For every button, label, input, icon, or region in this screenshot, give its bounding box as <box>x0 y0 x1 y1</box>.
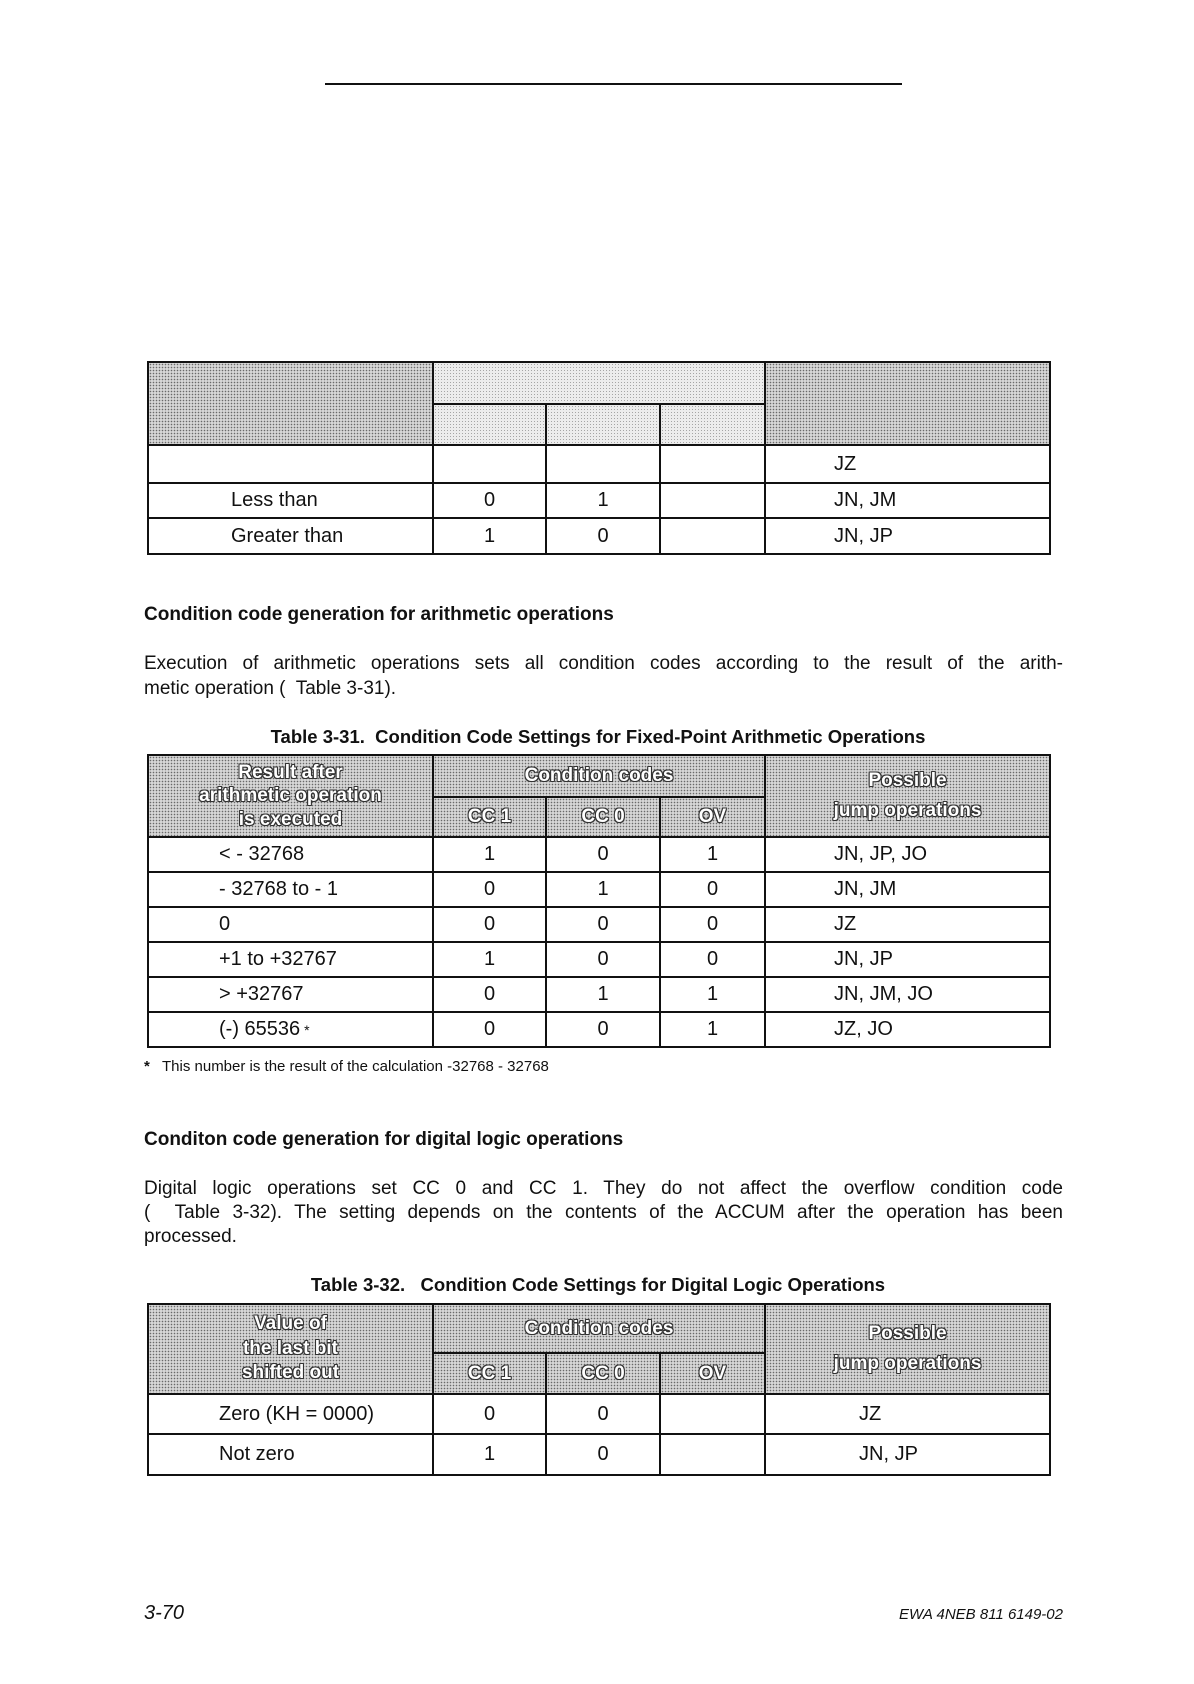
cell-jumps: JZ <box>765 907 1050 942</box>
table-row <box>148 872 1050 907</box>
header-line: the last bit <box>242 1337 338 1359</box>
header-cell-result <box>148 755 433 837</box>
paragraph-line: metic operation ( Table 3-31). <box>144 678 397 699</box>
cell-cc1 <box>433 445 546 483</box>
cell-ov: 1 <box>660 1012 765 1047</box>
footnote-mark: * <box>144 1058 150 1075</box>
cell-result-text: (-) 65536 <box>219 1018 301 1040</box>
cell-value: Not zero <box>148 1434 433 1475</box>
table-row <box>148 837 1050 872</box>
header-label: CC 0 <box>581 806 625 827</box>
paragraph-arithmetic <box>144 651 1063 701</box>
cell-ov <box>660 1394 765 1434</box>
cell-cc1: 0 <box>433 1394 546 1434</box>
table-row <box>148 518 1050 554</box>
paragraph-line: Digital logic operations set CC 0 and CC 1. They do not affect the overflow condition code <box>144 1178 1063 1199</box>
cell-ov <box>660 1434 765 1475</box>
header-cell-cc0 <box>546 797 660 837</box>
cell-cc1: 1 <box>433 837 546 872</box>
cell-jumps: JN, JM <box>765 483 1050 518</box>
cell-jumps: JN, JP, JO <box>765 837 1050 872</box>
cell-result: Greater than <box>148 518 433 554</box>
cell-result: > +32767 <box>148 977 433 1012</box>
cell-ov <box>660 518 765 554</box>
header-rule <box>325 83 902 85</box>
footnote <box>144 1058 549 1076</box>
table-caption-3-32: Table 3-32. Condition Code Settings for Digital Logic Operations <box>310 1274 886 1295</box>
cell-cc0: 0 <box>546 1434 660 1475</box>
header-cell-cc0 <box>546 404 660 445</box>
cell-cc1: 0 <box>433 907 546 942</box>
paragraph-line: processed. <box>144 1226 237 1247</box>
header-cell-cc0 <box>546 1353 660 1394</box>
cell-cc1: 1 <box>433 942 546 977</box>
table-row <box>148 1394 1050 1434</box>
header-cell-condition-codes <box>433 362 765 404</box>
cell-cc0: 0 <box>546 837 660 872</box>
cell-result: Less than <box>148 483 433 518</box>
cell-cc0: 0 <box>546 1394 660 1434</box>
header-cell-ov <box>660 797 765 837</box>
continued-table <box>147 361 1051 555</box>
table-row <box>148 483 1050 518</box>
header-cell-ov <box>660 404 765 445</box>
cell-cc0: 0 <box>546 1012 660 1047</box>
document-id: EWA 4NEB 811 6149-02 <box>899 1606 1063 1623</box>
header-cell-condition-codes <box>433 1304 765 1353</box>
header-label: CC 1 <box>467 1362 512 1384</box>
header-line: arithmetic operation <box>199 785 382 807</box>
cell-result: < - 32768 <box>148 837 433 872</box>
cell-jumps: JZ <box>765 445 1050 483</box>
table-row <box>148 942 1050 977</box>
header-label: Condition codes <box>524 765 674 786</box>
header-line: jump operations <box>833 1353 982 1374</box>
header-cell-jumps <box>765 755 1050 837</box>
header-cell-first <box>148 362 433 445</box>
header-line: is executed <box>238 808 343 830</box>
header-label: CC 1 <box>467 806 512 827</box>
cell-cc1: 1 <box>433 518 546 554</box>
cell-jumps: JZ <box>765 1394 1050 1434</box>
cell-cc1: 0 <box>433 872 546 907</box>
header-line: Result after <box>238 761 343 783</box>
cell-ov: 0 <box>660 907 765 942</box>
paragraph-line: Execution of arithmetic operations sets all condition codes according to the result of the arith- <box>144 653 1063 674</box>
header-line: Possible <box>868 770 947 791</box>
cell-ov: 1 <box>660 837 765 872</box>
table-row <box>148 977 1050 1012</box>
header-label: Condition codes <box>524 1317 674 1339</box>
cell-value: Zero (KH = 0000) <box>148 1394 433 1434</box>
header-cell-cc1 <box>433 797 546 837</box>
cell-cc0: 0 <box>546 518 660 554</box>
cell-jumps: JN, JM <box>765 872 1050 907</box>
table-3-32 <box>147 1303 1051 1476</box>
header-line: shifted out <box>241 1362 340 1384</box>
cell-cc0: 1 <box>546 483 660 518</box>
cell-cc1: 1 <box>433 1434 546 1475</box>
header-label: CC 0 <box>581 1362 625 1384</box>
header-cell-value <box>148 1304 433 1394</box>
header-line: jump operations <box>833 800 982 821</box>
cell-ov <box>660 445 765 483</box>
cell-ov: 0 <box>660 872 765 907</box>
paragraph-digital-logic <box>144 1177 1063 1249</box>
section-heading-arithmetic: Condition code generation for arithmetic operations <box>144 604 614 625</box>
cell-cc0: 0 <box>546 907 660 942</box>
cell-cc0 <box>546 445 660 483</box>
cell-cc1: 0 <box>433 483 546 518</box>
cell-jumps: JN, JM, JO <box>765 977 1050 1012</box>
cell-cc1: 0 <box>433 1012 546 1047</box>
cell-result <box>148 1012 433 1047</box>
table-3-31 <box>147 754 1051 1048</box>
header-label: OV <box>698 1362 727 1384</box>
cell-result: +1 to +32767 <box>148 942 433 977</box>
header-cell-cc1 <box>433 404 546 445</box>
cell-ov <box>660 483 765 518</box>
cell-jumps: JZ, JO <box>765 1012 1050 1047</box>
cell-cc0: 1 <box>546 872 660 907</box>
cell-cc0: 0 <box>546 942 660 977</box>
cell-ov: 0 <box>660 942 765 977</box>
header-cell-jumps <box>765 1304 1050 1394</box>
table-caption-3-31: Table 3-31. Condition Code Settings for Fixed-Point Arithmetic Operations <box>270 726 926 747</box>
cell-ov: 1 <box>660 977 765 1012</box>
header-line: Value of <box>254 1313 327 1335</box>
section-heading-digital-logic: Conditon code generation for digital logic operations <box>144 1129 624 1150</box>
table-row <box>148 907 1050 942</box>
table-row <box>148 445 1050 483</box>
header-label: OV <box>698 806 727 827</box>
cell-cc0: 1 <box>546 977 660 1012</box>
table-row <box>148 1012 1050 1047</box>
cell-result: - 32768 to - 1 <box>148 872 433 907</box>
table-row <box>148 1434 1050 1475</box>
cell-result <box>148 445 433 483</box>
header-cell-cc1 <box>433 1353 546 1394</box>
header-cell-jumps <box>765 362 1050 445</box>
cell-cc1: 0 <box>433 977 546 1012</box>
paragraph-line: ( Table 3-32). The setting depends on the contents of the ACCUM after the operation has been <box>144 1202 1063 1223</box>
header-cell-condition-codes <box>433 755 765 797</box>
header-cell-ov <box>660 1353 765 1394</box>
header-line: Possible <box>868 1323 947 1344</box>
page-number: 3-70 <box>144 1602 185 1624</box>
footnote-text: This number is the result of the calculation -32768 - 32768 <box>162 1058 549 1075</box>
footnote-marker: * <box>304 1022 310 1038</box>
cell-result: 0 <box>148 907 433 942</box>
cell-jumps: JN, JP <box>765 942 1050 977</box>
cell-jumps: JN, JP <box>765 1434 1050 1475</box>
cell-jumps: JN, JP <box>765 518 1050 554</box>
